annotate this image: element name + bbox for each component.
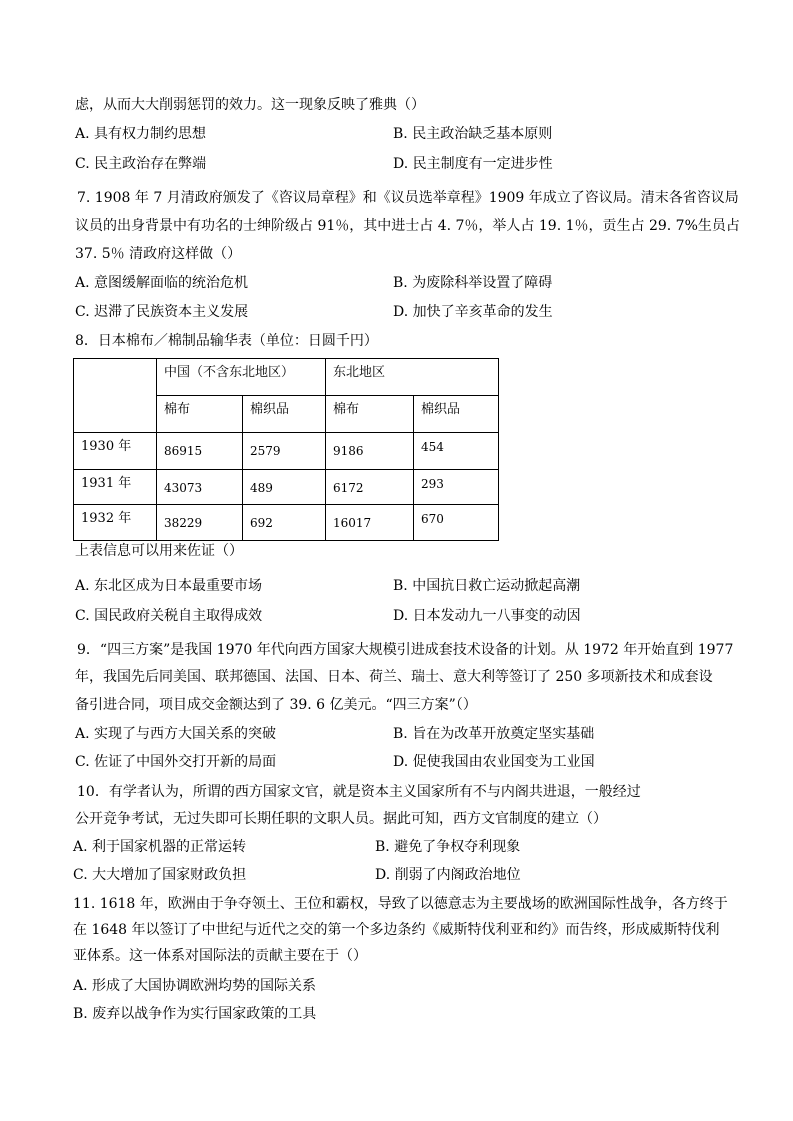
q8-option-d: D. 日本发动九一八事变的动因 [393, 608, 581, 624]
q10-option-a: A. 利于国家机器的正常运转 [73, 839, 247, 855]
q11-stem-3: 亚体系。这一体系对国际法的贡献主要在于（） [73, 948, 367, 964]
q11-option-a: A. 形成了大国协调欧洲均势的国际关系 [73, 978, 317, 994]
q6-option-b: B. 民主政治缺乏基本原则 [393, 126, 553, 142]
q6-option-a: A. 具有权力制约思想 [75, 126, 207, 142]
table-cell: 43073 [157, 470, 243, 505]
q9-option-a: A. 实现了与西方大国关系的突破 [75, 726, 277, 742]
q11-stem-2: 在 1648 年以签订了中世纪与近代之交的第一个多边条约《威斯特伐利亚和约》而告终，形成威斯特伐利 [73, 922, 720, 938]
table-cell: 670 [414, 505, 499, 541]
q10-option-c: C. 大大增加了国家财政负担 [73, 867, 247, 883]
q11-stem-1: 11. 1618 年，欧洲由于争夺领土、王位和霸权，导致了以德意志为主要战场的欧洲国际性战争，各方终于 [73, 896, 728, 912]
table-cell: 454 [414, 433, 499, 470]
q10-stem-2: 公开竞争考试，无过失即可长期任职的文职人员。据此可知，西方文官制度的建立（） [75, 811, 607, 827]
q8-stem-question: 上表信息可以用来佐证（） [75, 543, 243, 559]
q6-stem-end: 虑，从而大大削弱惩罚的效力。这一现象反映了雅典（） [75, 97, 425, 113]
table-col-header: 棉布 [326, 396, 414, 433]
q8-stem: 8．日本棉布／棉制品输华表（单位：日圆千円） [75, 333, 378, 349]
table-cell: 293 [414, 470, 499, 505]
table-cell: 38229 [157, 505, 243, 541]
table-col-header: 棉织品 [414, 396, 499, 433]
q9-option-b: B. 旨在为改革开放奠定坚实基础 [393, 726, 595, 742]
q6-option-c: C. 民主政治存在弊端 [75, 156, 207, 172]
table-cell: 9186 [326, 433, 414, 470]
table-row [74, 433, 499, 470]
q9-stem-2: 年，我国先后同美国、联邦德国、法国、日本、荷兰、瑞士、意大利等签订了 250 多项新技术和成套设 [75, 669, 713, 685]
q10-option-b: B. 避免了争权夺利现象 [375, 839, 521, 855]
q10-option-d: D. 削弱了内阁政治地位 [375, 867, 521, 883]
q6-option-d: D. 民主制度有一定进步性 [393, 156, 553, 172]
q8-option-a: A. 东北区成为日本最重要市场 [75, 578, 263, 594]
table-cell: 489 [243, 470, 326, 505]
table-region-header: 东北地区 [326, 359, 499, 396]
table-cell: 2579 [243, 433, 326, 470]
table-col-header: 棉布 [157, 396, 243, 433]
table-cell: 6172 [326, 470, 414, 505]
table-cell: 16017 [326, 505, 414, 541]
q8-option-b: B. 中国抗日救亡运动掀起高潮 [393, 578, 581, 594]
table-cell: 86915 [157, 433, 243, 470]
q9-stem-3: 备引进合同，项目成交金额达到了 39. 6 亿美元。“四三方案”（） [75, 697, 477, 713]
table-row [74, 505, 499, 541]
table-year-cell: 1930 年 [74, 433, 157, 470]
q7-option-d: D. 加快了辛亥革命的发生 [393, 304, 553, 320]
q7-option-b: B. 为废除科举设置了障碍 [393, 275, 553, 291]
q7-stem-3: 37. 5％ 清政府这样做（） [75, 246, 242, 262]
q9-stem-1: 9．“四三方案”是我国 1970 年代向西方国家大规模引进成套技术设备的计划。从 1972 年开始直到 1977 [77, 642, 734, 658]
q7-stem-1: 7. 1908 年 7 月清政府颁发了《咨议局章程》和《议员选举章程》1909 年成立了咨议局。清末各省咨议局 [77, 190, 739, 206]
q11-option-b: B. 废弃以战争作为实行国家政策的工具 [73, 1006, 317, 1022]
q7-option-a: A. 意图缓解面临的统治危机 [75, 275, 249, 291]
table-year-cell: 1932 年 [74, 505, 157, 541]
cotton-export-table [73, 358, 499, 541]
q10-stem-1: 10．有学者认为，所谓的西方国家文官，就是资本主义国家所有不与内阁共进退，一般经过 [77, 784, 641, 800]
q9-option-d: D. 促使我国由农业国变为工业国 [393, 754, 595, 770]
table-row [74, 470, 499, 505]
table-col-header: 棉织品 [243, 396, 326, 433]
q9-option-c: C. 佐证了中国外交打开新的局面 [75, 754, 277, 770]
table-region-header: 中国（不含东北地区） [157, 359, 326, 396]
table-cell: 692 [243, 505, 326, 541]
table-year-cell: 1931 年 [74, 470, 157, 505]
table-corner-cell [74, 359, 157, 433]
q7-stem-2: 议员的出身背景中有功名的士绅阶级占 91％，其中进士占 4. 7％，举人占 19. 1％，贡生占 29. 7%生员占 [75, 218, 740, 234]
q8-option-c: C. 国民政府关税自主取得成效 [75, 608, 263, 624]
q7-option-c: C. 迟滞了民族资本主义发展 [75, 304, 249, 320]
